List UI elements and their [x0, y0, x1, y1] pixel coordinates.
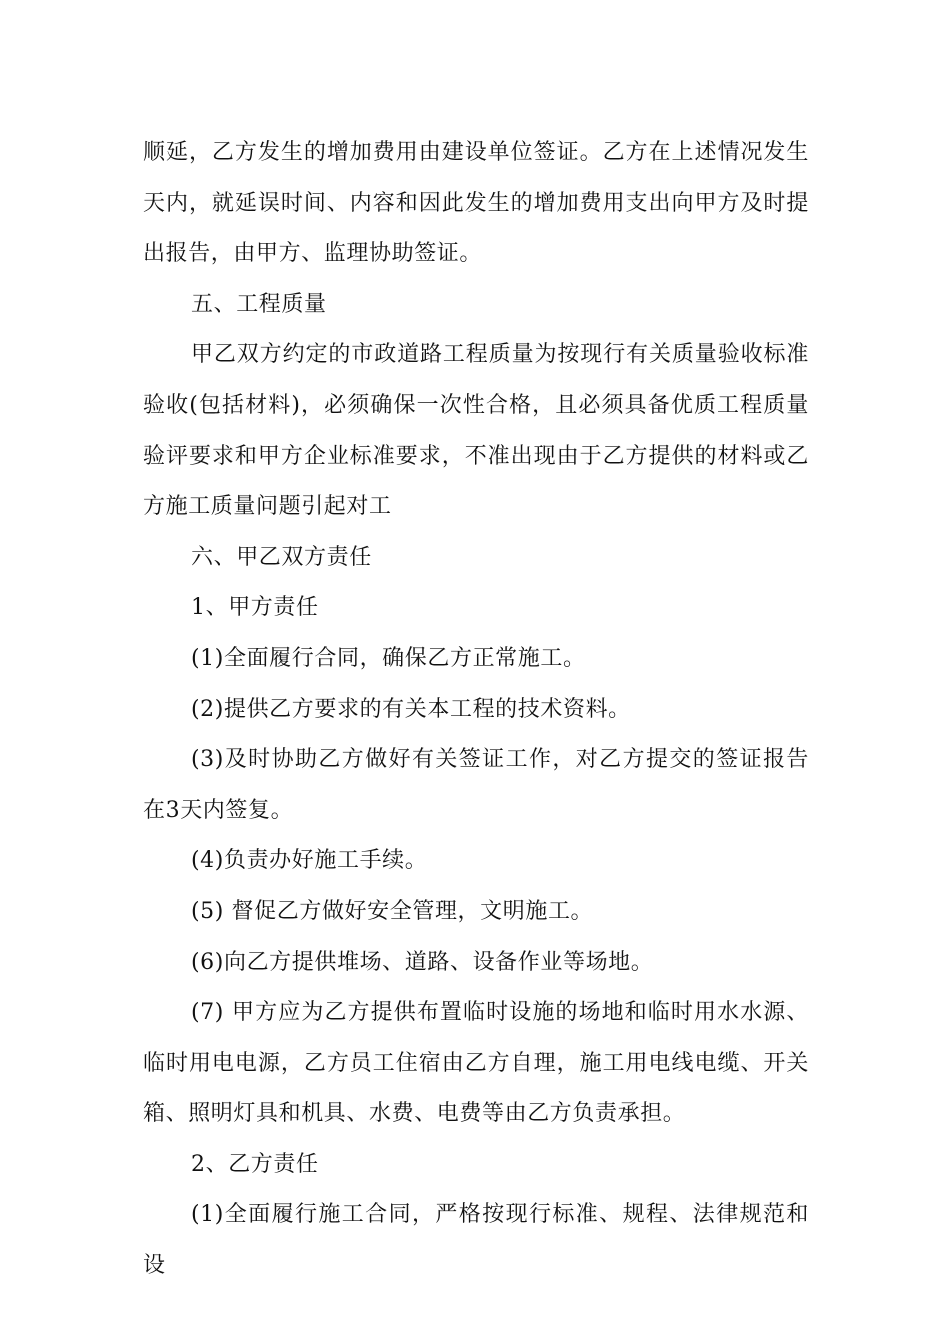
paragraph-delay-clause: 顺延，乙方发生的增加费用由建设单位签证。乙方在上述情况发生天内，就延误时间、内容和因此发生的增加费用支出向甲方及时提出报告，由甲方、监理协助签证。 [143, 140, 809, 267]
section-heading-quality: 五、工程质量 [191, 291, 327, 317]
list-item-a1: (1)全面履行合同，确保乙方正常施工。 [191, 645, 586, 671]
list-item-b1: (1)全面履行施工合同，严格按现行标准、规程、法律规范和设 [143, 1202, 809, 1279]
section-heading-responsibilities: 六、甲乙双方责任 [191, 544, 372, 570]
document-body [143, 128, 809, 1292]
list-item-a5: (5) 督促乙方做好安全管理，文明施工。 [191, 898, 594, 924]
list-item-a4: (4)负责办好施工手续。 [191, 848, 428, 874]
list-item-a7: (7) 甲方应为乙方提供布置临时设施的场地和临时用水水源、临时用电电源，乙方员工住宿由乙方自理，施工用电线电缆、开关箱、照明灯具和机具、水费、电费等由乙方负责承担。 [143, 1000, 809, 1127]
list-item-a3: (3)及时协助乙方做好有关签证工作，对乙方提交的签证报告在3天内签复。 [143, 747, 809, 823]
paragraph-quality-standard: 甲乙双方约定的市政道路工程质量为按现行有关质量验收标准验收(包括材料)，必须确保一次性合格，且必须具备优质工程质量验评要求和甲方企业标准要求，不准出现由于乙方提供的材料或乙方施工质量问题引起对工 [143, 342, 809, 520]
list-item-a6: (6)向乙方提供堆场、道路、设备作业等场地。 [191, 949, 654, 975]
subheading-party-b: 2、乙方责任 [191, 1151, 319, 1177]
list-item-a2: (2)提供乙方要求的有关本工程的技术资料。 [191, 696, 631, 722]
subheading-party-a: 1、甲方责任 [191, 595, 319, 621]
